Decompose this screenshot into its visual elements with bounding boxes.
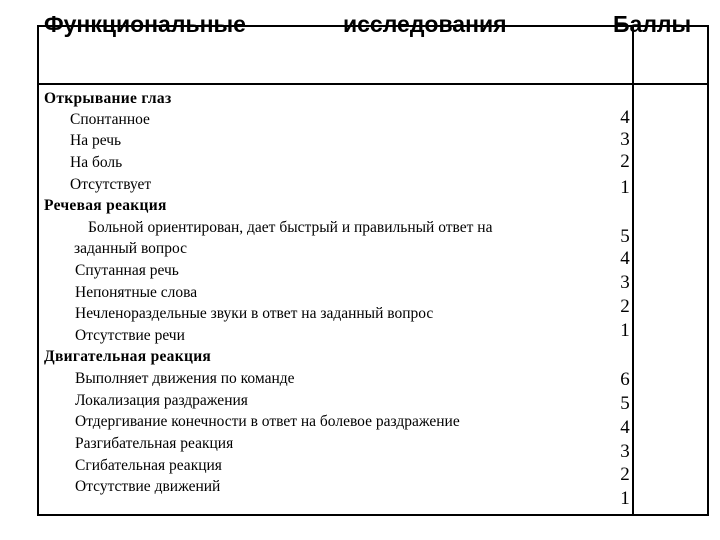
score-value: 5 <box>620 226 630 247</box>
score-value: 4 <box>620 417 630 438</box>
score-value: 1 <box>620 488 630 509</box>
list-item: Сгибательная реакция <box>75 457 222 474</box>
list-item: Нечленораздельные звуки в ответ на заданный вопрос <box>75 305 434 322</box>
list-item: Спонтанное <box>70 111 150 128</box>
list-item: Спутанная речь <box>75 262 179 279</box>
section-title-eye-opening: Открывание глаз <box>44 90 172 107</box>
score-value: 2 <box>620 464 630 485</box>
section-title-motor-response: Двигательная реакция <box>44 348 212 365</box>
score-value: 3 <box>620 272 630 293</box>
score-value: 1 <box>620 177 630 198</box>
header-divider <box>39 83 707 85</box>
list-item: Больной ориентирован, дает быстрый и правильный ответ на <box>88 219 493 236</box>
section-title-verbal-response: Речевая реакция <box>44 197 167 214</box>
score-value: 3 <box>620 441 630 462</box>
list-item: Отдергивание конечности в ответ на болевое раздражение <box>75 413 460 430</box>
header-scores: Баллы <box>613 11 692 37</box>
score-value: 6 <box>620 369 630 390</box>
list-item: Разгибательная реакция <box>75 435 234 452</box>
list-item: заданный вопрос <box>74 240 187 257</box>
score-value: 5 <box>620 393 630 414</box>
score-value: 2 <box>620 296 630 317</box>
score-value: 4 <box>620 248 630 269</box>
score-value: 3 <box>620 129 630 150</box>
list-item: Выполняет движения по команде <box>75 370 295 387</box>
list-item: Непонятные слова <box>75 284 198 301</box>
list-item: На речь <box>70 132 122 149</box>
header-functional: Функциональные <box>44 11 246 37</box>
list-item: На боль <box>70 154 123 171</box>
header-studies: исследования <box>343 11 507 37</box>
list-item: Отсутствие речи <box>75 327 185 344</box>
score-value: 4 <box>620 107 630 128</box>
list-item: Отсутствие движений <box>75 478 221 495</box>
list-item: Отсутствует <box>70 176 152 193</box>
list-item: Локализация раздражения <box>75 392 248 409</box>
score-value: 2 <box>620 151 630 172</box>
score-value: 1 <box>620 320 630 341</box>
